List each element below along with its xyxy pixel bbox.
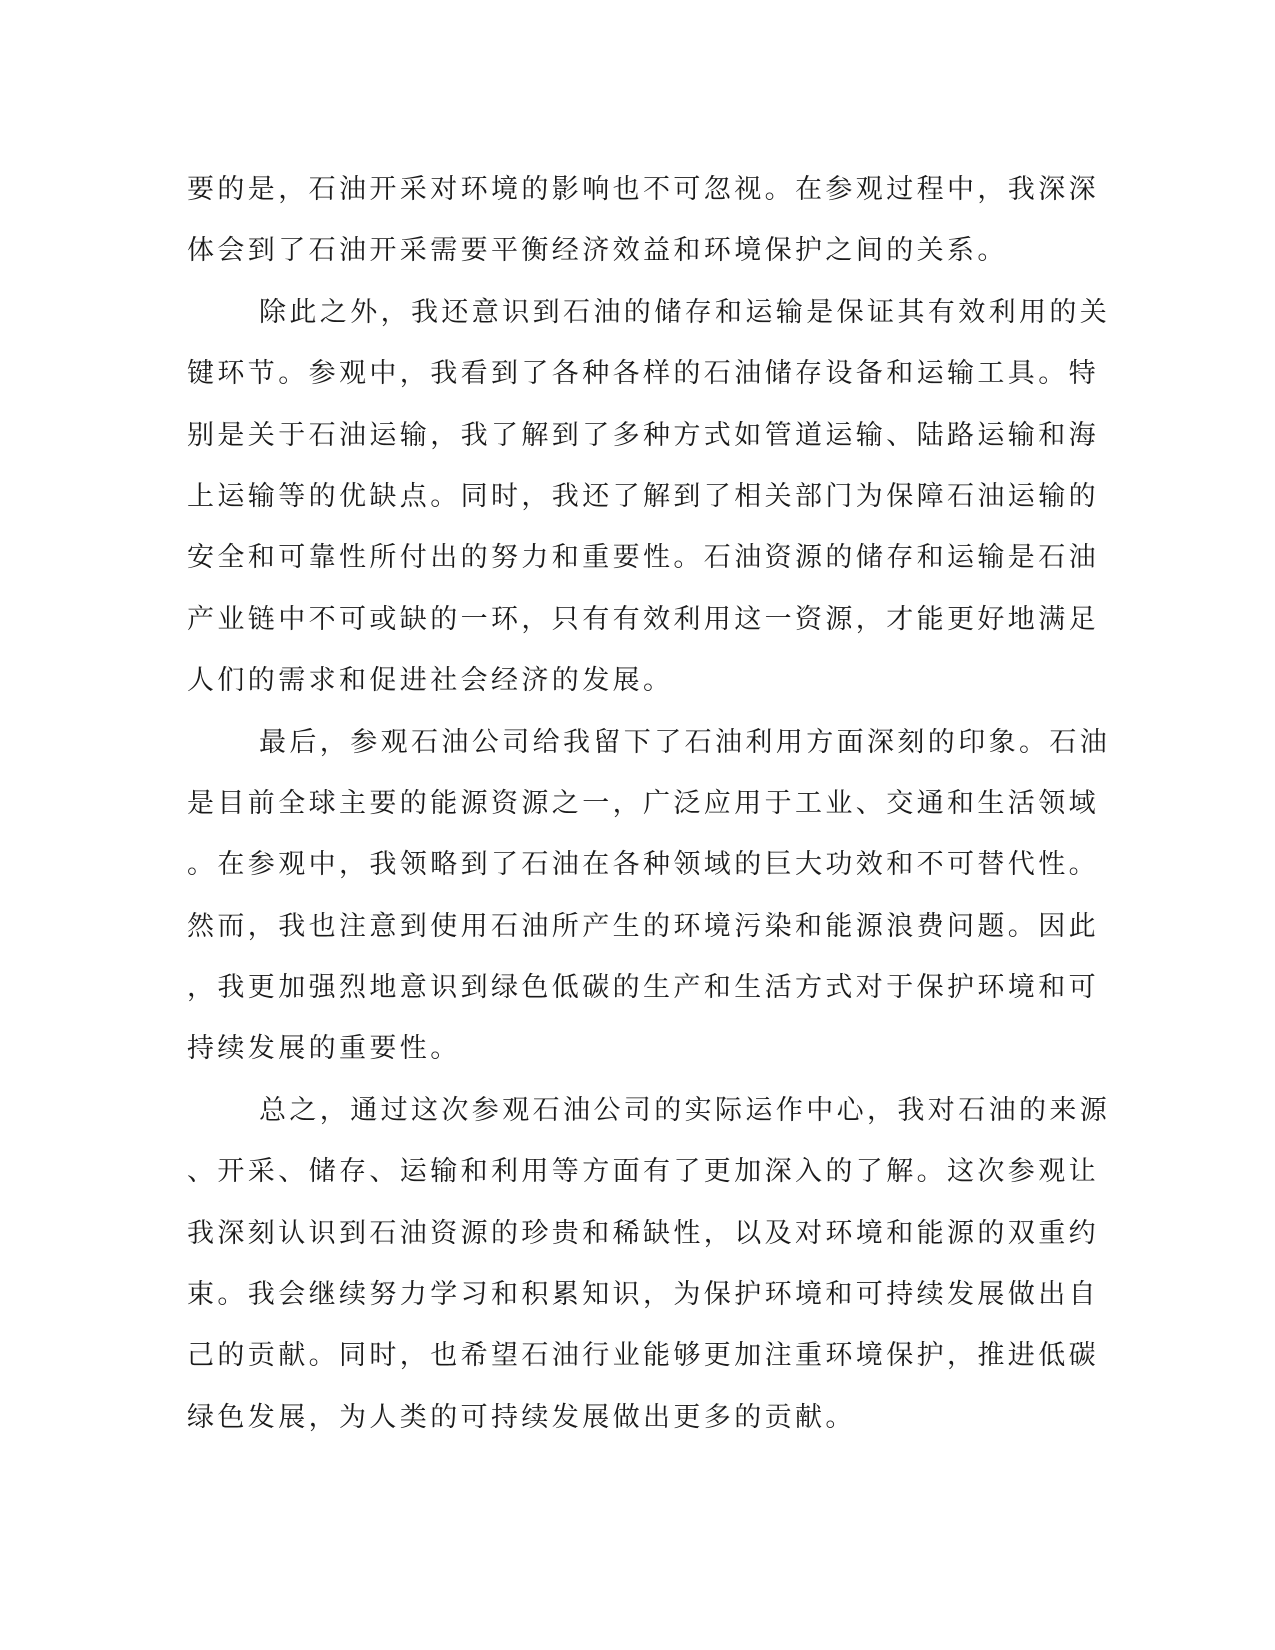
paragraph-first-line: 总之，通过这次参观石油公司的实际运作中心，我对石油的来源 (259, 1094, 1111, 1126)
text-line: 持续发展的重要性。 (187, 1033, 461, 1065)
body-text (187, 159, 1111, 1448)
text-line: 绿色发展，为人类的可持续发展做出更多的贡献。 (187, 1401, 856, 1433)
text-line: 是目前全球主要的能源资源之一，广泛应用于工业、交通和生活领域 (187, 787, 1099, 819)
text-line: 产业链中不可或缺的一环，只有有效利用这一资源，才能更好地满足 (187, 603, 1099, 635)
text-line: 人们的需求和促进社会经济的发展。 (187, 665, 674, 697)
paragraph-first-line: 最后，参观石油公司给我留下了石油利用方面深刻的印象。石油 (259, 726, 1111, 758)
text-line: 。在参观中，我领略到了石油在各种领域的巨大功效和不可替代性。 (187, 849, 1099, 881)
text-line: ，我更加强烈地意识到绿色低碳的生产和生活方式对于保护环境和可 (187, 972, 1099, 1004)
text-line: 上运输等的优缺点。同时，我还了解到了相关部门为保障石油运输的 (187, 480, 1099, 512)
text-line: 键环节。参观中，我看到了各种各样的石油储存设备和运输工具。特 (187, 358, 1099, 390)
text-line: 己的贡献。同时，也希望石油行业能够更加注重环境保护，推进低碳 (187, 1340, 1099, 1372)
text-line: 然而，我也注意到使用石油所产生的环境污染和能源浪费问题。因此 (187, 910, 1099, 942)
text-line: 安全和可靠性所付出的努力和重要性。石油资源的储存和运输是石油 (187, 542, 1099, 574)
text-line: 要的是，石油开采对环境的影响也不可忽视。在参观过程中，我深深 (187, 174, 1099, 205)
text-line: 、开采、储存、运输和利用等方面有了更加深入的了解。这次参观让 (187, 1156, 1099, 1188)
text-line: 别是关于石油运输，我了解到了多种方式如管道运输、陆路运输和海 (187, 419, 1099, 451)
paragraph-first-line: 除此之外，我还意识到石油的储存和运输是保证其有效利用的关 (259, 296, 1111, 328)
text-line: 我深刻认识到石油资源的珍贵和稀缺性，以及对环境和能源的双重约 (187, 1217, 1099, 1249)
text-line: 体会到了石油开采需要平衡经济效益和环境保护之间的关系。 (187, 235, 1008, 267)
text-line: 束。我会继续努力学习和积累知识，为保护环境和可持续发展做出自 (187, 1279, 1099, 1311)
